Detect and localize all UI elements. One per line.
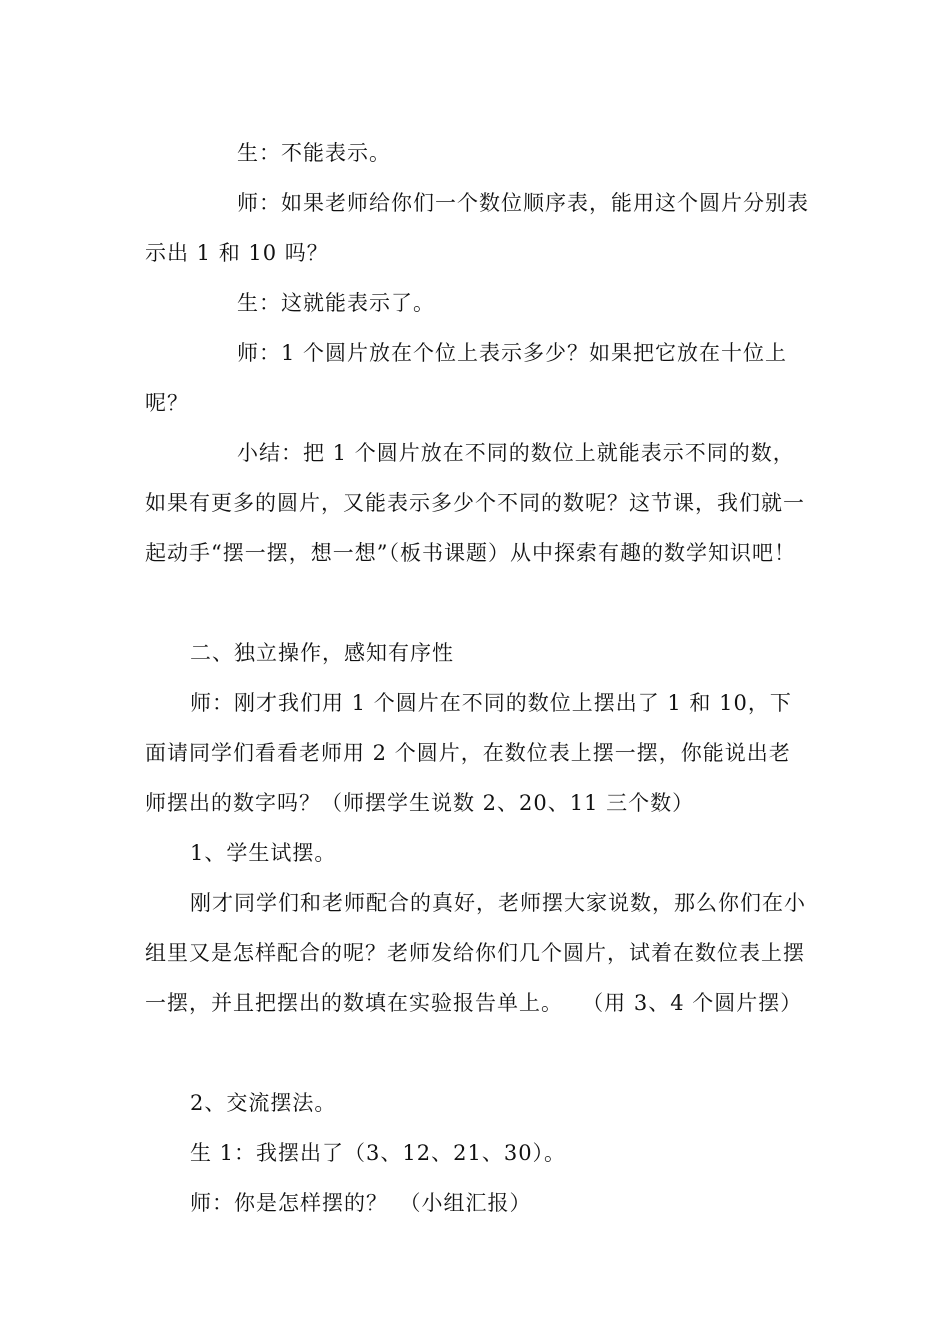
paragraph-teacher-question-table: 师：如果老师给你们一个数位顺序表，能用这个圆片分别表示出 1 和 10 吗？: [145, 191, 809, 265]
paragraph-student-one: 生 1：我摆出了（3、12、21、30）。: [190, 1141, 567, 1165]
paragraph-teacher-question-position: 师：1 个圆片放在个位上表示多少？如果把它放在十位上呢？: [145, 341, 788, 415]
paragraph-student-cannot: 生：不能表示。: [237, 141, 391, 165]
paragraph-teacher-two-discs: 师：刚才我们用 1 个圆片在不同的数位上摆出了 1 和 10，下面请同学们看看老师用 2 个圆片，在数位表上摆一摆，你能说出老师摆出的数字吗？（师摆学生说数 2、20、11 三个数）: [145, 691, 792, 815]
paragraph-summary: 小结：把 1 个圆片放在不同的数位上就能表示不同的数，如果有更多的圆片，又能表示多少个不同的数呢？这节课，我们就一起动手“摆一摆，想一想”（板书课题）从中探索有趣的数学知识吧！: [145, 441, 805, 565]
paragraph-group-work: 刚才同学们和老师配合的真好，老师摆大家说数，那么你们在小组里又是怎样配合的呢？老师发给你们几个圆片，试着在数位表上摆一摆，并且把摆出的数填在实验报告单上。 （用 3、4 个圆片摆）: [145, 891, 806, 1015]
section-heading: 二、独立操作，感知有序性: [190, 641, 454, 665]
paragraph-step-one: 1、学生试摆。: [190, 841, 337, 865]
paragraph-student-can: 生：这就能表示了。: [237, 291, 435, 315]
paragraph-step-two: 2、交流摆法。: [190, 1091, 337, 1115]
paragraph-teacher-how: 师：你是怎样摆的？ （小组汇报）: [190, 1191, 532, 1215]
